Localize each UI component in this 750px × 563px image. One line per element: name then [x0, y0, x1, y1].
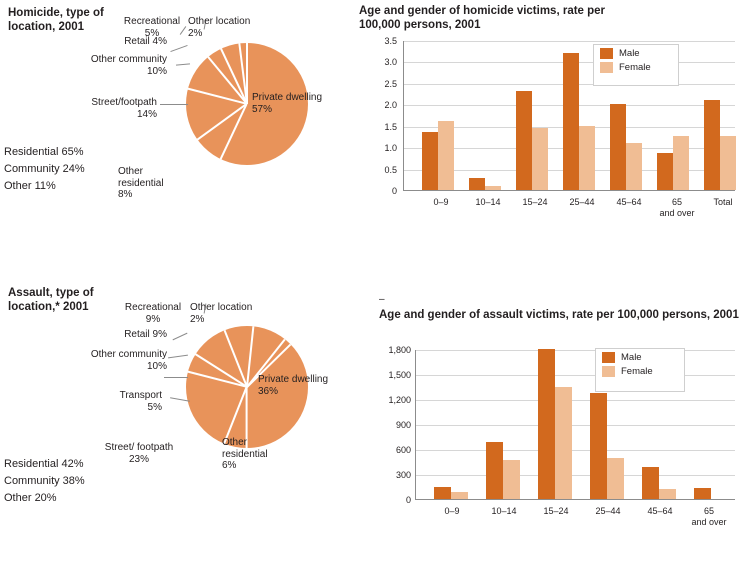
summary-line: Residential 65% — [4, 146, 84, 158]
y-tick-label: 300 — [395, 470, 411, 480]
assault-plot-area — [415, 350, 735, 500]
bar-male-25-44 — [563, 53, 579, 190]
pie-label-other-location: Other location 2% — [188, 16, 251, 39]
homicide-plot-area — [403, 41, 735, 191]
pie-label-other-community: Other community 10% — [90, 349, 167, 372]
pie-divider — [246, 43, 248, 104]
gridline — [416, 450, 735, 451]
y-tick-label: 1.5 — [384, 122, 397, 132]
bar-female-65-over — [673, 136, 689, 190]
y-tick-label: 1,800 — [388, 345, 411, 355]
y-tick-label: 0.5 — [384, 165, 397, 175]
pie-label-private-dwelling: Private dwelling 36% — [258, 374, 329, 397]
summary-line: Residential 42% — [4, 458, 84, 470]
pie-label-other-residential: Other residential 6% — [222, 437, 268, 471]
gridline — [416, 400, 735, 401]
legend-label-female: Female — [619, 62, 651, 73]
bar-male-65-over — [694, 488, 711, 499]
x-tick-label-45-64: 45–64 — [647, 506, 673, 516]
leader-line — [164, 377, 188, 378]
assault-bar-title: Age and gender of assault victims, rate per 100,000 persons, 2001 — [379, 309, 739, 321]
gridline — [416, 475, 735, 476]
bar-male-0-9 — [422, 132, 438, 190]
y-tick-label: 900 — [395, 420, 411, 430]
stray-dash: – — [379, 294, 385, 305]
x-tick-label-10-14: 10–14 — [491, 506, 517, 516]
legend-item-male — [600, 48, 672, 59]
y-tick-label: 0 — [391, 186, 397, 196]
bar-male-10-14 — [469, 178, 485, 190]
pie-label-other-location: Other location 2% — [190, 302, 253, 325]
homicide-pie-summary — [4, 144, 154, 195]
bar-female-15-24 — [555, 387, 572, 500]
x-tick-label-45-64: 45–64 — [616, 197, 642, 207]
x-tick-label-25-44: 25–44 — [569, 197, 595, 207]
pie-label-retail: Retail 4% — [124, 36, 167, 47]
bar-female-10-14 — [503, 460, 520, 499]
bar-male-15-24 — [516, 91, 532, 190]
y-tick-label: 2.0 — [384, 100, 397, 110]
assault-pie-summary — [4, 456, 154, 507]
summary-line: Other 20% — [4, 492, 57, 504]
pie-label-other-residential: Other residential 8% — [118, 166, 164, 200]
homicide-pie-title: Homicide, type of location, 2001 — [8, 7, 104, 33]
x-tick-label-0-9: 0–9 — [433, 197, 449, 207]
gridline — [404, 41, 735, 42]
bar-female-10-14 — [485, 186, 501, 190]
bar-female-25-44 — [607, 458, 624, 499]
y-tick-label: 3.0 — [384, 57, 397, 67]
assault-pie-title: Assault, type of location,* 2001 — [8, 287, 94, 313]
bar-female-0-9 — [451, 492, 468, 500]
bar-female-total — [720, 136, 736, 190]
homicide-bar-title: Age and gender of homicide victims, rate per 100,000 persons, 2001 — [359, 5, 606, 31]
leader-line — [168, 355, 188, 359]
pie-label-street-footpath: Street/ footpath 23% — [104, 442, 174, 465]
x-tick-label-0-9: 0–9 — [444, 506, 460, 516]
legend-item-female — [600, 62, 672, 73]
bar-male-45-64 — [642, 467, 659, 499]
x-tick-label-25-44: 25–44 — [595, 506, 621, 516]
leader-line — [160, 104, 188, 105]
homicide-pie-panel — [0, 0, 360, 235]
bar-male-45-64 — [610, 104, 626, 190]
bar-female-15-24 — [532, 128, 548, 190]
bar-female-45-64 — [659, 489, 676, 499]
bar-male-15-24 — [538, 349, 555, 499]
legend-label-male: Male — [621, 352, 642, 363]
summary-line: Other 11% — [4, 180, 56, 192]
y-tick-label: 1,200 — [388, 395, 411, 405]
bar-male-25-44 — [590, 393, 607, 499]
bar-male-65-over — [657, 153, 673, 190]
x-tick-label-15-24: 15–24 — [543, 506, 569, 516]
assault-bar-panel — [357, 290, 750, 563]
pie-label-transport: Transport 5% — [119, 390, 162, 413]
y-tick-label: 1.0 — [384, 143, 397, 153]
homicide-legend — [593, 44, 679, 86]
homicide-bar-panel — [357, 0, 750, 235]
x-tick-label-65-over: 65 and over — [659, 197, 695, 218]
x-tick-label-15-24: 15–24 — [522, 197, 548, 207]
pie-label-private-dwelling: Private dwelling 57% — [252, 92, 323, 115]
assault-legend — [595, 348, 685, 392]
bar-male-0-9 — [434, 487, 451, 499]
pie-label-recreational: Recreational 5% — [123, 16, 181, 39]
pie-label-recreational: Recreational 9% — [124, 302, 182, 325]
x-tick-label-10-14: 10–14 — [475, 197, 501, 207]
summary-line: Community 38% — [4, 475, 85, 487]
y-tick-label: 0 — [405, 495, 411, 505]
legend-swatch-female — [600, 62, 613, 73]
bar-male-total — [704, 100, 720, 190]
legend-label-female: Female — [621, 366, 653, 377]
y-tick-label: 2.5 — [384, 79, 397, 89]
pie-label-street-footpath: Street/footpath 14% — [91, 97, 157, 120]
pie-label-other-community: Other community 10% — [90, 54, 167, 77]
gridline — [416, 425, 735, 426]
legend-swatch-female — [602, 366, 615, 377]
y-tick-label: 1,500 — [388, 370, 411, 380]
x-tick-label-65-over: 65 and over — [691, 506, 727, 527]
bar-female-0-9 — [438, 121, 454, 190]
legend-item-female — [602, 366, 678, 377]
legend-swatch-male — [600, 48, 613, 59]
pie-label-retail: Retail 9% — [124, 329, 167, 340]
bar-female-45-64 — [626, 143, 642, 190]
bar-male-10-14 — [486, 442, 503, 499]
y-tick-label: 3.5 — [384, 36, 397, 46]
x-tick-label-total: Total — [713, 197, 733, 207]
gridline — [416, 375, 735, 376]
legend-swatch-male — [602, 352, 615, 363]
y-tick-label: 600 — [395, 445, 411, 455]
legend-label-male: Male — [619, 48, 640, 59]
gridline — [416, 350, 735, 351]
legend-item-male — [602, 352, 678, 363]
assault-pie-panel — [0, 282, 360, 563]
bar-female-25-44 — [579, 126, 595, 190]
summary-line: Community 24% — [4, 163, 85, 175]
